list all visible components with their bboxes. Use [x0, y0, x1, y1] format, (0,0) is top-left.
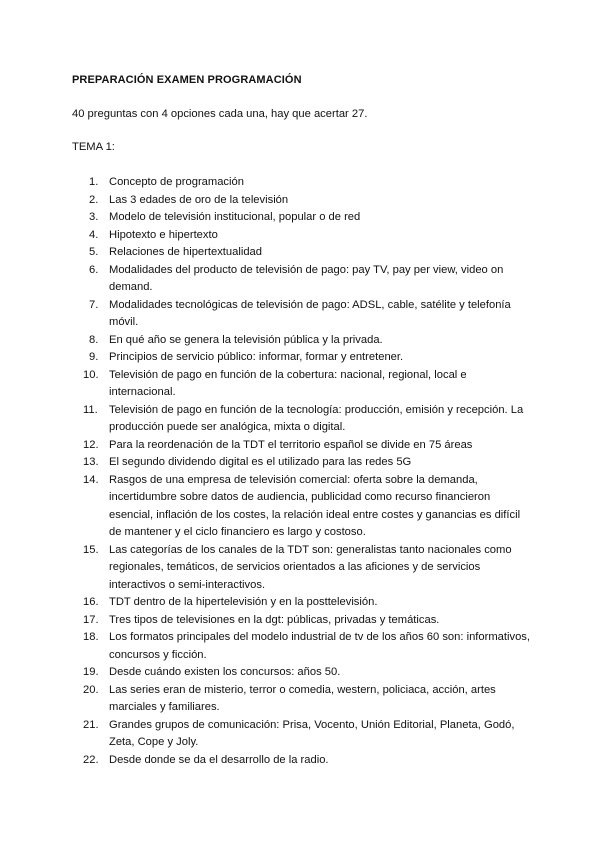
list-item-text: Tres tipos de televisiones en la dgt: públicas, privadas y temáticas.: [109, 613, 440, 626]
list-item-text: Hipotexto e hipertexto: [109, 228, 218, 241]
list-item-text: Las 3 edades de oro de la televisión: [109, 193, 289, 206]
list-item: [72, 332, 532, 350]
list-item: [72, 192, 532, 210]
list-item: [72, 209, 532, 227]
list-item-text: Modalidades tecnológicas de televisión de pago: ADSL, cable, satélite y telefonía móvil.: [109, 298, 511, 328]
list-item-number: 18.: [83, 631, 99, 643]
list-item-text: Las categorías de los canales de la TDT son: generalistas tanto nacionales como regionales, temáticos, de servicios orientados a las aficiones y de servicios interactivos o semi-interactivos.: [109, 543, 512, 591]
intro-text: 40 preguntas con 4 opciones cada una, hay que acertar 27.: [72, 108, 368, 120]
list-item-number: 10.: [83, 368, 99, 381]
list-item-number: 11.: [83, 403, 98, 416]
list-item-number: 6.: [89, 263, 99, 276]
list-item-number: 19.: [83, 666, 99, 678]
list-item: [72, 594, 532, 612]
list-item-text: Televisión de pago en función de la tecnología: producción, emisión y recepción. La producción puede ser analógica, mixta o digital.: [109, 403, 524, 433]
list-item: [72, 367, 532, 402]
list-item-text: TDT dentro de la hipertelevisión y en la posttelevisión.: [109, 596, 378, 608]
list-item: [72, 612, 532, 630]
list-item-text: En qué año se genera la televisión pública y la privada.: [109, 333, 383, 346]
list-item-number: 17.: [83, 613, 99, 626]
list-item-text: Los formatos principales del modelo industrial de tv de los años 60 son: informativos, concursos y ficción.: [109, 631, 530, 661]
list-item-text: El segundo dividendo digital es el utilizado para las redes 5G: [109, 456, 412, 468]
list-item-text: Televisión de pago en función de la cobertura: nacional, regional, local e internacional.: [109, 368, 467, 398]
list-item-number: 15.: [83, 543, 99, 556]
list-item-text: Las series eran de misterio, terror o comedia, western, policiaca, acción, artes marciales y familiares.: [109, 683, 496, 713]
list-item-number: 7.: [89, 298, 99, 311]
list-item: [72, 262, 532, 297]
list-item: [72, 227, 532, 245]
list-item-number: 9.: [89, 351, 99, 363]
list-item-number: 21.: [83, 718, 99, 731]
list-item-text: Desde donde se da el desarrollo de la radio.: [109, 753, 329, 766]
list-item-number: 8.: [89, 333, 99, 346]
list-item: [72, 244, 532, 262]
list-item: [72, 629, 532, 664]
list-item: [72, 297, 532, 332]
section-heading: TEMA 1:: [72, 141, 115, 153]
list-item: [72, 717, 532, 752]
list-item: [72, 454, 532, 472]
list-item: [72, 542, 532, 595]
list-item-number: 13.: [83, 456, 99, 468]
list-item-text: Principios de servicio público: informar, formar y entretener.: [109, 351, 404, 363]
topic-list: [72, 174, 532, 769]
list-item-number: 12.: [83, 438, 99, 451]
list-item-text: Concepto de programación: [109, 176, 244, 188]
list-item-text: Modalidades del producto de televisión de pago: pay TV, pay per view, video on demand.: [109, 263, 504, 293]
list-item-number: 4.: [89, 228, 99, 241]
list-item-text: Relaciones de hipertextualidad: [109, 246, 262, 258]
list-item: [72, 682, 532, 717]
list-item: [72, 664, 532, 682]
list-item: [72, 402, 532, 437]
list-item-number: 5.: [89, 246, 99, 258]
list-item: [72, 472, 532, 542]
list-item-number: 22.: [83, 753, 99, 766]
list-item-text: Para la reordenación de la TDT el territorio español se divide en 75 áreas: [109, 438, 473, 451]
list-item: [72, 349, 532, 367]
list-item-number: 14.: [83, 473, 99, 486]
list-item: [72, 174, 532, 192]
list-item-number: 3.: [89, 211, 99, 223]
list-item-number: 16.: [83, 596, 99, 608]
list-item-text: Modelo de televisión institucional, popular o de red: [109, 211, 361, 223]
list-item: [72, 752, 532, 770]
list-item-number: 2.: [89, 193, 99, 206]
list-item-number: 20.: [83, 683, 99, 696]
document-title: PREPARACIÓN EXAMEN PROGRAMACIÓN: [72, 74, 302, 86]
list-item-text: Desde cuándo existen los concursos: años 50.: [109, 666, 341, 678]
list-item-text: Rasgos de una empresa de televisión comercial: oferta sobre la demanda, incertidumbre sobre datos de audiencia, publicidad como recurso financieron esencial, inflación de los costes, la relación ideal entre costes y ganancias es difícil de mantener y el ciclo financiero es largo y costoso.: [109, 473, 521, 538]
list-item-number: 1.: [89, 176, 99, 188]
list-item: [72, 437, 532, 455]
list-item-text: Grandes grupos de comunicación: Prisa, Vocento, Unión Editorial, Planeta, Godó, Zeta, Cope y Joly.: [109, 718, 515, 748]
